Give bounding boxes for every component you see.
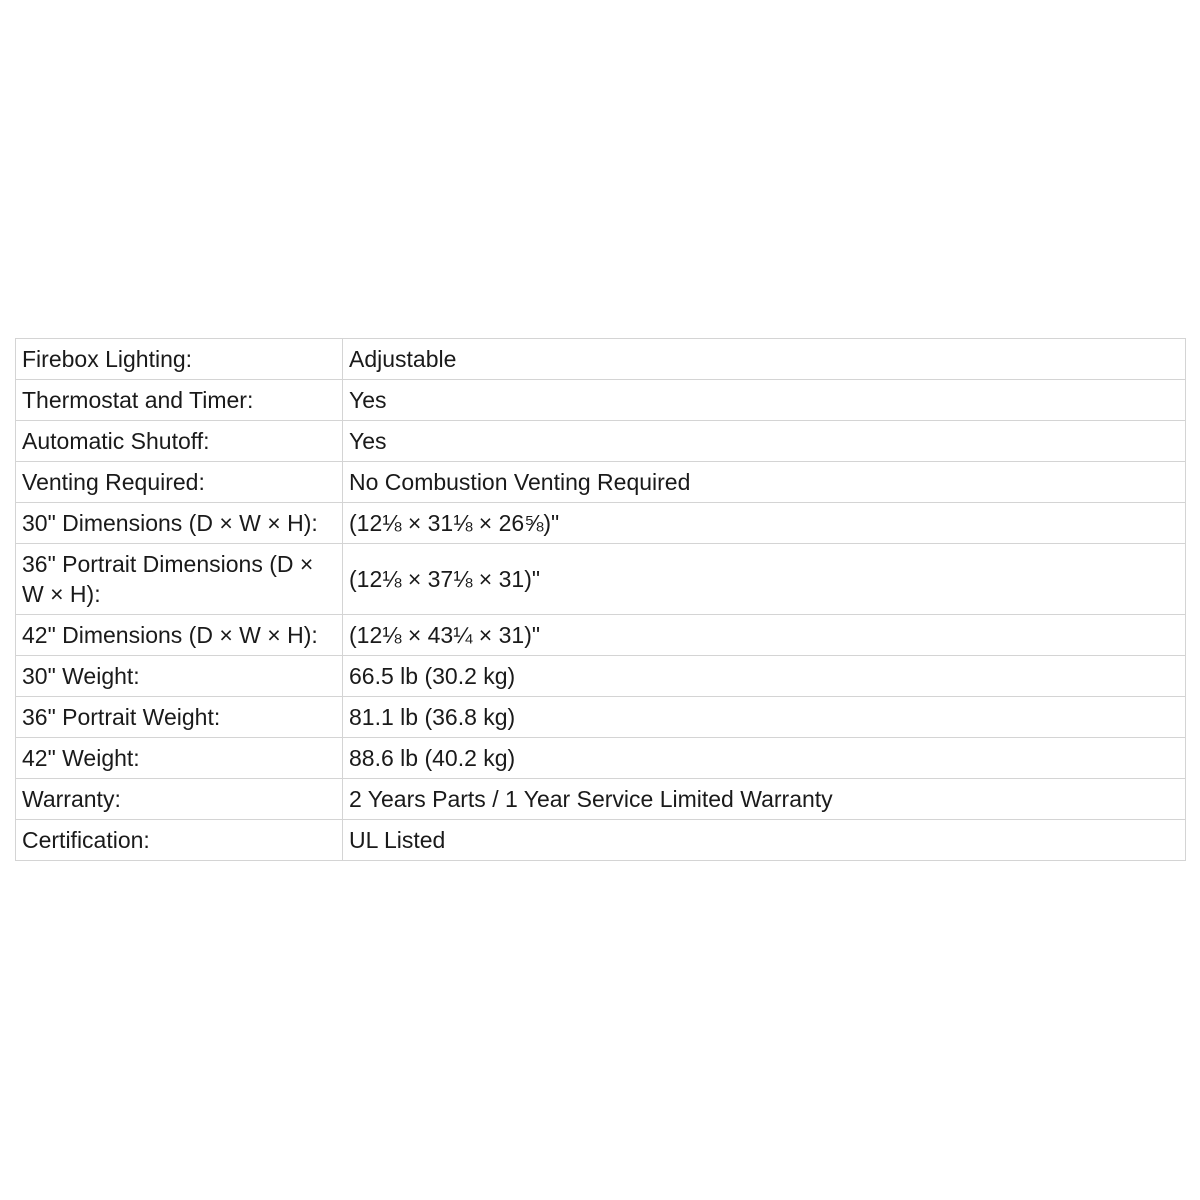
spec-row-30-weight bbox=[16, 656, 1186, 697]
spec-value: 2 Years Parts / 1 Year Service Limited Warranty bbox=[343, 779, 1186, 820]
spec-label: Certification: bbox=[16, 820, 343, 861]
spec-value: 88.6 lb (40.2 kg) bbox=[343, 738, 1186, 779]
spec-label: Thermostat and Timer: bbox=[16, 380, 343, 421]
spec-row-automatic-shutoff bbox=[16, 421, 1186, 462]
spec-row-42-weight bbox=[16, 738, 1186, 779]
spec-value: Yes bbox=[343, 421, 1186, 462]
spec-value: (12⅛ × 37⅛ × 31)" bbox=[343, 544, 1186, 615]
spec-row-venting-required bbox=[16, 462, 1186, 503]
spec-label: 42" Weight: bbox=[16, 738, 343, 779]
spec-row-36-portrait-dimensions bbox=[16, 544, 1186, 615]
spec-row-36-portrait-weight bbox=[16, 697, 1186, 738]
spec-value: Yes bbox=[343, 380, 1186, 421]
spec-label: Automatic Shutoff: bbox=[16, 421, 343, 462]
spec-label: 30" Dimensions (D × W × H): bbox=[16, 503, 343, 544]
spec-table bbox=[15, 338, 1186, 861]
spec-label: Firebox Lighting: bbox=[16, 339, 343, 380]
spec-label: 42" Dimensions (D × W × H): bbox=[16, 615, 343, 656]
spec-row-30-dimensions bbox=[16, 503, 1186, 544]
spec-row-thermostat-timer bbox=[16, 380, 1186, 421]
spec-row-firebox-lighting bbox=[16, 339, 1186, 380]
spec-label: Warranty: bbox=[16, 779, 343, 820]
spec-value: 66.5 lb (30.2 kg) bbox=[343, 656, 1186, 697]
spec-value: (12⅛ × 31⅛ × 26⅝)" bbox=[343, 503, 1186, 544]
spec-value: (12⅛ × 43¼ × 31)" bbox=[343, 615, 1186, 656]
spec-value: Adjustable bbox=[343, 339, 1186, 380]
spec-value: UL Listed bbox=[343, 820, 1186, 861]
spec-label: 36" Portrait Weight: bbox=[16, 697, 343, 738]
spec-value: 81.1 lb (36.8 kg) bbox=[343, 697, 1186, 738]
spec-label: Venting Required: bbox=[16, 462, 343, 503]
spec-label: 30" Weight: bbox=[16, 656, 343, 697]
spec-row-warranty bbox=[16, 779, 1186, 820]
spec-value: No Combustion Venting Required bbox=[343, 462, 1186, 503]
spec-label: 36" Portrait Dimensions (D × W × H): bbox=[16, 544, 343, 615]
spec-row-certification bbox=[16, 820, 1186, 861]
spec-row-42-dimensions bbox=[16, 615, 1186, 656]
